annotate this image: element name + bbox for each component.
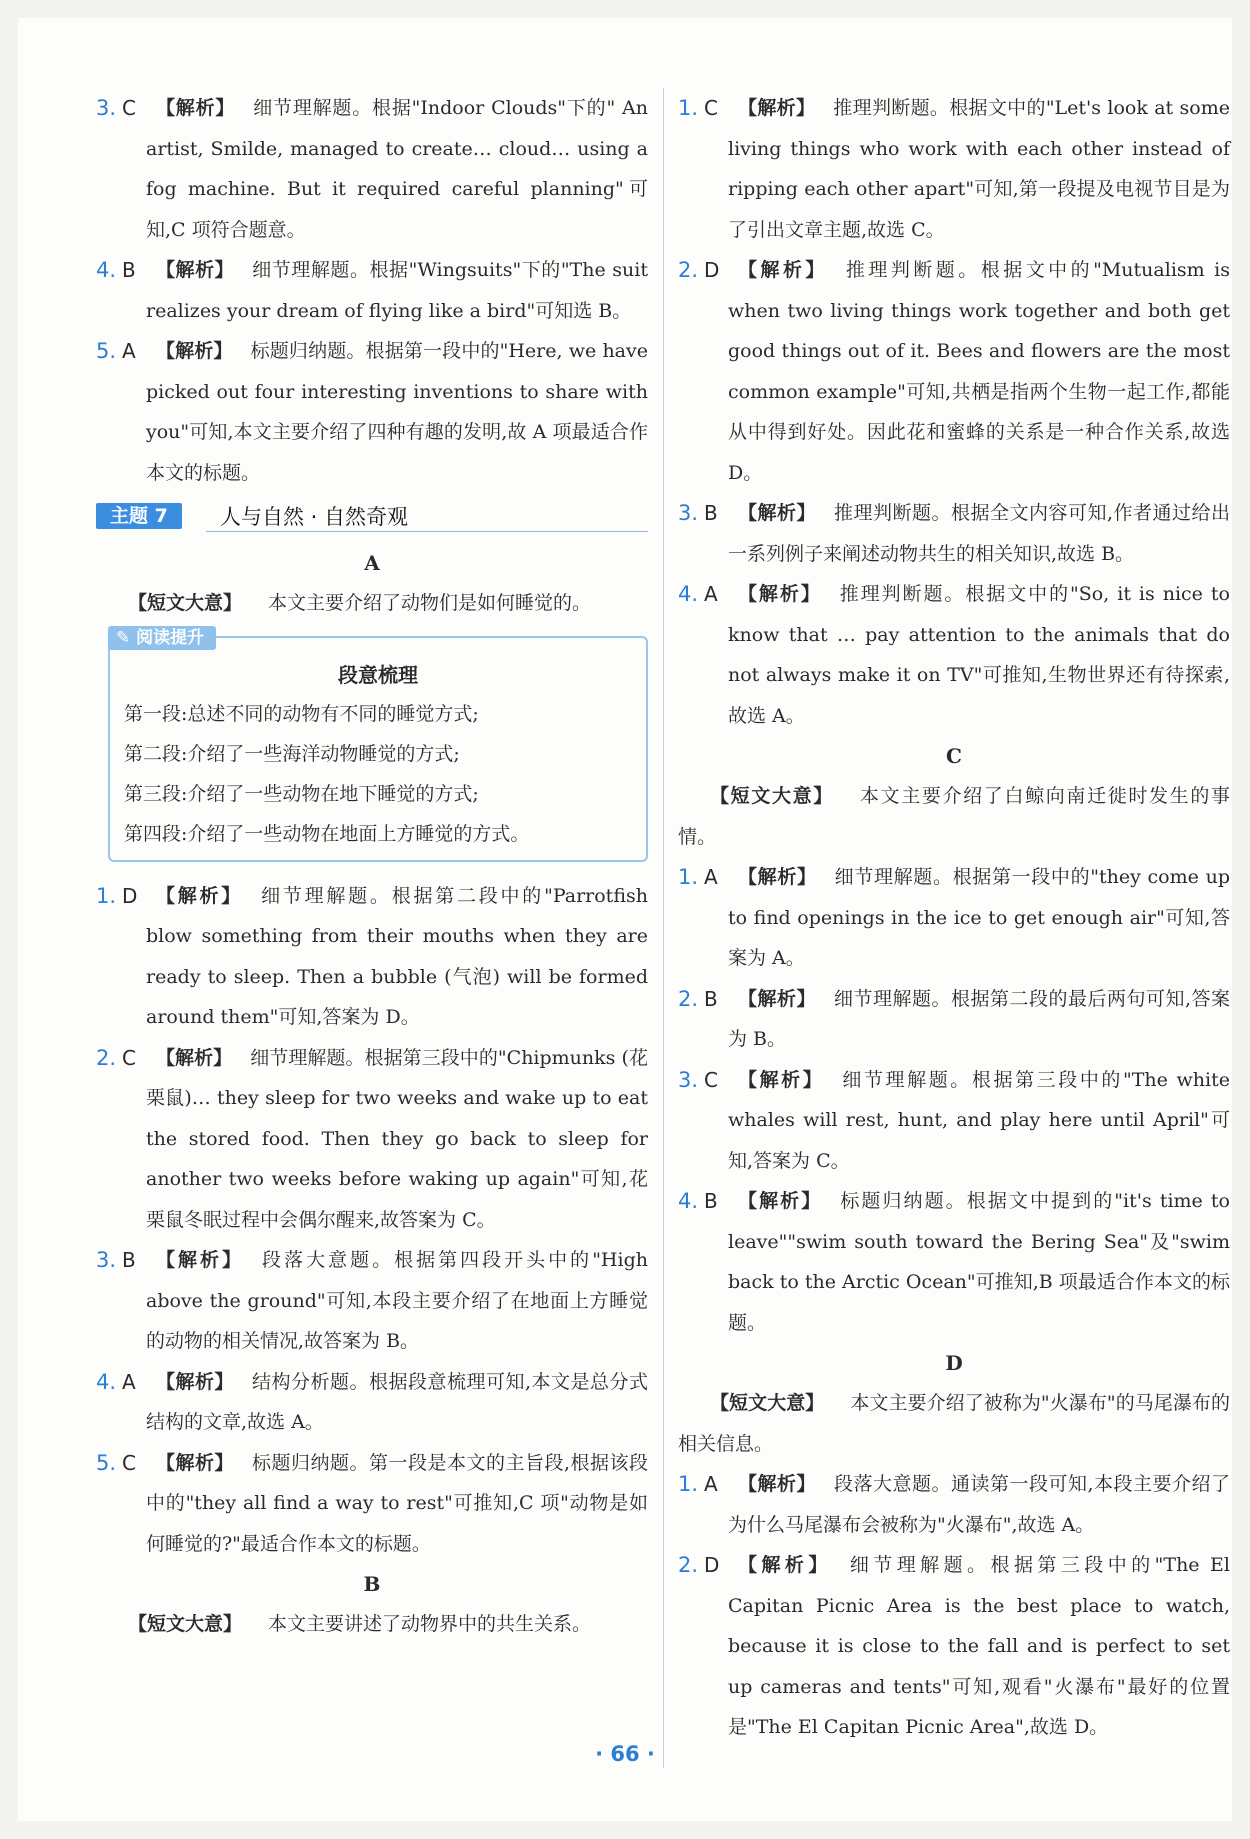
section-heading-b: B <box>363 1572 381 1596</box>
explanation-text: 段落大意题。通读第一段可知,本段主要介绍了为什么马尾瀑布会被称为"火瀑布",故选 A。 <box>728 1473 1230 1536</box>
answer-letter: B <box>704 501 718 525</box>
page-number: · 66 · <box>595 1742 655 1766</box>
explanation-tag: 【解析】 <box>738 1190 823 1212</box>
reading-box-tab-label: 阅读提升 <box>136 627 205 648</box>
explanation-text: 细节理解题。根据第三段中的"The El Capitan Picnic Area is the best place to watch, because it is close to the fall and is perfect to set up cameras and tents"可知,观看"火瀑布"最好的位置是"The El Capitan Picnic Area",故选 D。 <box>728 1554 1230 1738</box>
question-number: 2. <box>678 258 699 282</box>
explanation-text: 标题归纳题。根据第一段中的"Here, we have picked out four interesting inventions to share with you"可知,本文主要介绍了四种有趣的发明,故 A 项最适合作本文的标题。 <box>146 340 648 484</box>
summary-text: 本文主要介绍了动物们是如何睡觉的。 <box>268 592 592 614</box>
answer-item <box>678 1545 1230 1748</box>
answer-letter: C <box>704 1067 718 1092</box>
explanation <box>146 1443 648 1565</box>
answer-item <box>678 574 1230 736</box>
explanation-tag: 【解析】 <box>738 97 816 119</box>
question-number: 3. <box>96 96 117 120</box>
answer-item <box>96 331 648 493</box>
question-number: 3. <box>96 1248 117 1272</box>
explanation-tag: 【解析】 <box>738 583 822 605</box>
explanation-tag: 【解析】 <box>156 884 244 907</box>
question-number: 4. <box>678 1189 699 1213</box>
explanation-text: 推理判断题。根据全文内容可知,作者通过给出一系列例子来阐述动物共生的相关知识,故选 B。 <box>728 502 1230 565</box>
question-number: 2. <box>678 1553 699 1577</box>
explanation-tag: 【解析】 <box>156 340 233 362</box>
topic-header <box>96 497 648 537</box>
box-line: 第三段:介绍了一些动物在地下睡觉的方式; <box>124 782 479 805</box>
answer-letter: B <box>704 1189 718 1213</box>
explanation-text: 推理判断题。根据文中的"Mutualism is when two living things work together and both get good things out of it. Bees and flowers are the most common example"可知,共栖是指两个生物一起工作,都能从中得到好处。因此花和蜜蜂的关系是一种合作关系,故选 D。 <box>728 259 1230 484</box>
summary-label: 【短文大意】 <box>710 785 834 807</box>
answer-item <box>96 250 648 331</box>
summary-label: 【短文大意】 <box>710 1392 825 1414</box>
explanation-tag: 【解析】 <box>156 259 235 281</box>
explanation <box>146 331 648 493</box>
page-number-value: 66 <box>610 1742 640 1766</box>
answer-letter: C <box>122 1450 136 1475</box>
answer-item <box>96 1240 648 1362</box>
answer-letter: A <box>704 582 718 606</box>
right-column <box>678 88 1230 1748</box>
column-divider <box>663 88 664 1768</box>
topic-title: 人与自然 · 自然奇观 <box>220 505 409 529</box>
explanation-text: 段落大意题。根据第四段开头中的"High above the ground"可知,本段主要介绍了在地面上方睡觉的动物的相关情况,故答案为 B。 <box>146 1249 648 1352</box>
explanation-tag: 【解析】 <box>738 1068 825 1091</box>
explanation <box>728 574 1230 736</box>
answer-letter: C <box>122 1045 136 1070</box>
answer-letter: B <box>122 1248 136 1272</box>
answer-letter: D <box>704 258 720 282</box>
explanation <box>146 1362 648 1443</box>
explanation-text: 细节理解题。根据第二段中的"Parrotfish blow something from their mouths when they are ready to sleep. Then a bubble (气泡) will be formed around them"可知,答案为 D。 <box>146 884 648 1028</box>
explanation <box>728 1060 1230 1182</box>
reading-box <box>108 627 648 862</box>
answer-letter: C <box>122 96 136 120</box>
explanation-tag: 【解析】 <box>738 987 816 1010</box>
explanation <box>728 88 1230 250</box>
question-number: 1. <box>96 883 117 908</box>
answer-item <box>678 857 1230 979</box>
explanation-text: 推理判断题。根据文中的"So, it is nice to know that … pay attention to the animals that do not always make it on TV"可推知,生物世界还有待探索,故选 A。 <box>728 583 1230 727</box>
box-line: 第四段:介绍了一些动物在地面上方睡觉的方式。 <box>124 822 530 845</box>
question-number: 2. <box>96 1045 117 1070</box>
explanation-tag: 【解析】 <box>738 259 828 281</box>
explanation-tag: 【解析】 <box>738 1473 816 1495</box>
summary-label: 【短文大意】 <box>128 1613 243 1635</box>
answer-item <box>96 1443 648 1565</box>
explanation <box>146 1240 648 1362</box>
reading-box-tab: ✎ 阅读提升 <box>108 626 216 650</box>
explanation-text: 标题归纳题。根据文中提到的"it's time to leave""swim south toward the Bering Sea"及"swim back to the Arctic Ocean"可推知,B 项最适合作本文的标题。 <box>728 1190 1230 1334</box>
explanation <box>728 857 1230 979</box>
explanation-tag: 【解析】 <box>738 502 816 524</box>
explanation <box>146 250 648 331</box>
answer-item <box>678 979 1230 1060</box>
question-number: 5. <box>96 1450 117 1475</box>
section-heading-a: A <box>364 551 380 575</box>
summary-c <box>678 776 1230 857</box>
question-number: 1. <box>678 1472 699 1496</box>
answer-letter: B <box>122 258 136 282</box>
summary-label: 【短文大意】 <box>128 592 243 614</box>
explanation <box>728 493 1230 574</box>
explanation-text: 细节理解题。根据第三段中的"The white whales will rest, hunt, and play here until April"可知,答案为 C。 <box>728 1068 1230 1172</box>
answer-letter: A <box>122 339 136 363</box>
explanation-tag: 【解析】 <box>738 1554 832 1576</box>
topic-underline <box>206 531 648 532</box>
answer-item <box>96 876 648 1038</box>
summary-text: 本文主要介绍了被称为"火瀑布"的马尾瀑布的相关信息。 <box>678 1392 1230 1455</box>
question-number: 1. <box>678 865 699 889</box>
question-number: 4. <box>96 258 117 282</box>
left-column <box>96 88 648 1645</box>
summary-b <box>96 1604 648 1645</box>
explanation <box>728 250 1230 493</box>
summary-text: 本文主要讲述了动物界中的共生关系。 <box>268 1613 592 1635</box>
summary-a <box>96 583 648 624</box>
explanation-text: 推理判断题。根据文中的"Let's look at some living things who work with each other instead of ripping each other apart"可知,第一段提及电视节目是为了引出文章主题,故选 C。 <box>728 97 1230 241</box>
answer-letter: D <box>704 1553 720 1577</box>
answer-letter: B <box>704 986 718 1011</box>
explanation <box>728 1464 1230 1545</box>
box-line: 第二段:介绍了一些海洋动物睡觉的方式; <box>124 742 460 765</box>
explanation-tag: 【解析】 <box>156 1249 245 1271</box>
explanation-text: 细节理解题。根据"Indoor Clouds"下的" An artist, Smilde, managed to create… cloud… using a fog machine. But it required careful planning"可知,C 项符合题意。 <box>146 97 648 241</box>
question-number: 3. <box>678 1067 699 1092</box>
answer-item <box>678 493 1230 574</box>
explanation <box>728 1545 1230 1748</box>
answer-letter: D <box>122 883 138 908</box>
answer-letter: A <box>704 865 718 889</box>
explanation <box>146 88 648 250</box>
question-number: 4. <box>678 582 699 606</box>
explanation-tag: 【解析】 <box>156 1046 233 1069</box>
explanation <box>146 1038 648 1241</box>
explanation <box>728 1181 1230 1343</box>
explanation-tag: 【解析】 <box>738 866 817 888</box>
answer-item <box>96 1038 648 1241</box>
question-number: 1. <box>678 96 699 120</box>
explanation-tag: 【解析】 <box>156 1451 234 1474</box>
explanation-text: 细节理解题。根据"Wingsuits"下的"The suit realizes your dream of flying like a bird"可知选 B。 <box>146 259 648 322</box>
explanation-text: 结构分析题。根据段意梳理可知,本文是总分式结构的文章,故选 A。 <box>146 1370 648 1433</box>
topic-badge: 主题 7 <box>96 503 182 529</box>
explanation-tag: 【解析】 <box>156 97 236 119</box>
answer-item <box>678 1060 1230 1182</box>
answer-letter: A <box>704 1472 718 1496</box>
explanation-text: 细节理解题。根据第二段的最后两句可知,答案为 B。 <box>728 987 1230 1050</box>
answer-item <box>678 250 1230 493</box>
answer-item <box>96 88 648 250</box>
question-number: 5. <box>96 339 117 363</box>
question-number: 2. <box>678 986 699 1011</box>
explanation-tag: 【解析】 <box>156 1370 234 1393</box>
section-heading-c: C <box>946 744 962 768</box>
explanation-text: 细节理解题。根据第一段中的"they come up to find openings in the ice to get enough air"可知,答案为 A。 <box>728 866 1230 969</box>
page-sheet <box>18 18 1232 1821</box>
question-number: 4. <box>96 1369 117 1394</box>
summary-d <box>678 1383 1230 1464</box>
answer-letter: A <box>122 1369 136 1394</box>
explanation-text: 细节理解题。根据第三段中的"Chipmunks (花栗鼠)… they sleep for two weeks and wake up to eat the stored food. Then they go back to sleep for another two weeks before waking up again"可知,花栗鼠冬眠过程中会偶尔醒来,故答案为 C。 <box>146 1046 648 1231</box>
answer-letter: C <box>704 96 718 120</box>
reading-box-title: 段意梳理 <box>338 662 418 687</box>
question-number: 3. <box>678 501 699 525</box>
section-heading-d: D <box>945 1351 963 1375</box>
answer-item <box>678 1464 1230 1545</box>
summary-text: 本文主要介绍了白鲸向南迁徙时发生的事情。 <box>678 785 1230 848</box>
answer-item <box>678 88 1230 250</box>
box-line: 第一段:总述不同的动物有不同的睡觉方式; <box>124 702 479 725</box>
explanation-text: 标题归纳题。第一段是本文的主旨段,根据该段中的"they all find a way to rest"可推知,C 项"动物是如何睡觉的?"最适合作本文的标题。 <box>146 1451 648 1555</box>
answer-item <box>678 1181 1230 1343</box>
answer-item <box>96 1362 648 1443</box>
explanation <box>728 979 1230 1060</box>
explanation <box>146 876 648 1038</box>
